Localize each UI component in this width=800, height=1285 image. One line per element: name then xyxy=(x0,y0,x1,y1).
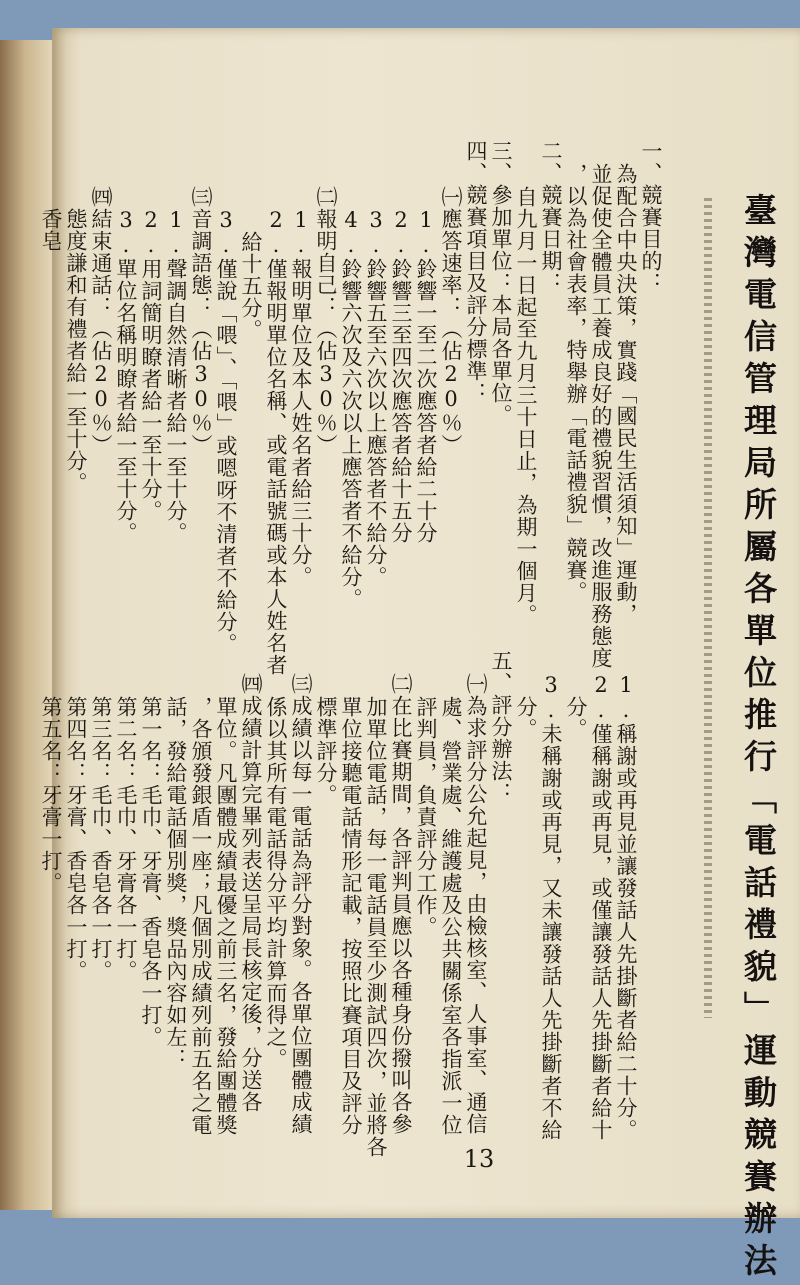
bottom-column-7: ㈠為求評分公允起見，由檢核室、人事室、通信 xyxy=(464,673,488,1135)
top-column-3: 並促使全體員工養成良好的禮貌習慣，改進服務態度 xyxy=(589,163,613,669)
bottom-column-2: 2.僅稱謝或再見，或僅讓發話人先掛斷者給十 xyxy=(589,673,613,1141)
top-column-22: 3.單位名稱明瞭者給一至十分。 xyxy=(114,208,138,544)
page-number: 13 xyxy=(463,1145,495,1173)
bottom-column-4: 3.未稱謝或再見，又未讓發話人先掛斷者不給 xyxy=(539,673,563,1141)
top-column-18: 3.僅說「喂」、「喂」或嗯呀不清者不給分。 xyxy=(214,208,238,655)
bottom-column-22: 第三名：毛巾、香皂各一打。 xyxy=(89,696,113,982)
bottom-column-3: 分。 xyxy=(564,696,588,740)
bottom-column-24: 第五名：牙膏一打。 xyxy=(39,696,63,894)
bottom-column-15: 係以其所有電話得分平均計算而得之。 xyxy=(264,696,288,1070)
top-column-9: ㈠應答速率：（佔20％） xyxy=(439,186,463,456)
top-column-17: 給十五分。 xyxy=(239,231,263,341)
bottom-column-21: 第二名：毛巾、牙膏各一打。 xyxy=(114,696,138,982)
top-column-5: 二、競賽日期： xyxy=(539,140,563,294)
bottom-column-18: ，各頒發銀盾一座；凡個別成績列前五名之電 xyxy=(189,696,213,1136)
top-column-6: 自九月一日起至九月三十日止，為期一個月。 xyxy=(514,186,538,626)
bottom-column-5: 分。 xyxy=(514,696,538,740)
book-page xyxy=(39,28,800,1285)
top-column-12: 3.鈴響五至六次以上應答者不給分。 xyxy=(364,208,388,588)
top-column-10: 1.鈴響一至二次應答者給二十分 xyxy=(414,208,438,544)
top-column-8: 四、競賽項目及評分標準： xyxy=(464,140,488,404)
bottom-column-17: 單位。凡團體成績最優之前三名，發給團體獎 xyxy=(214,696,238,1136)
bottom-column-16: ㈣成績計算完畢列表送呈局長核定後，分送各 xyxy=(239,673,263,1113)
top-column-7: 三、參加單位：本局各單位。 xyxy=(489,140,513,426)
top-column-2: 為配合中央決策，實踐「國民生活須知」運動， xyxy=(614,163,638,625)
top-column-24: 態度謙和有禮者給一至十分。 xyxy=(64,208,88,494)
top-column-20: 1.聲調自然清晰者給一至十分。 xyxy=(164,208,188,544)
page-title: 臺灣電信管理局所屬各單位推行「電話禮貌」運動競賽辦法 xyxy=(739,193,778,1285)
top-column-4: ，以為社會表率，特舉辦「電話禮貌」競賽。 xyxy=(564,163,588,603)
top-column-1: 一、競賽目的： xyxy=(639,140,663,294)
top-column-25: 香皂 xyxy=(39,208,63,252)
bottom-column-20: 第一名：毛巾、牙膏、香皂各一打。 xyxy=(139,696,163,1048)
bottom-column-19: 話，發給電話個別獎，獎品內容如左： xyxy=(164,696,188,1070)
bottom-column-8: 處、營業處、維護處及公共關係室各指派一位 xyxy=(439,696,463,1136)
bottom-column-9: 評判員，負責評分工作。 xyxy=(414,696,438,938)
top-column-13: 4.鈴響六次及六次以上應答者不給分。 xyxy=(339,208,363,610)
bottom-column-14: ㈢成績以每一電話為評分對象。各單位團體成績 xyxy=(289,673,313,1135)
bottom-column-12: 單位接聽電話情形記載，按照比賽項目及評分 xyxy=(339,696,363,1136)
top-column-21: 2.用詞簡明瞭者給一至十分。 xyxy=(139,208,163,522)
title-divider xyxy=(704,198,712,1018)
top-column-15: 1.報明單位及本人姓名者給三十分。 xyxy=(289,208,313,588)
top-column-23: ㈣結束通話：（佔20％） xyxy=(89,186,113,456)
bottom-column-10: ㈡在比賽期間，各評判員應以各種身份撥叫各參 xyxy=(389,673,413,1135)
bottom-column-1: 1.稱謝或再見並讓發話人先掛斷者給二十分。 xyxy=(614,673,638,1141)
bottom-column-11: 加單位電話，每一電話員至少測試四次，並將各 xyxy=(364,696,388,1158)
top-column-16: 2.僅報明單位名稱、或電話號碼或本人姓名者 xyxy=(264,208,288,676)
top-column-11: 2.鈴響三至四次應答者給十五分 xyxy=(389,208,413,544)
bottom-column-13: 標準評分。 xyxy=(314,696,338,806)
top-column-19: ㈢音調語態：（佔30％） xyxy=(189,186,213,456)
top-column-14: ㈡報明自己：（佔30％） xyxy=(314,186,338,456)
bottom-column-6: 五、評分辦法： xyxy=(489,650,513,804)
bottom-column-23: 第四名：牙膏、香皂各一打。 xyxy=(64,696,88,982)
